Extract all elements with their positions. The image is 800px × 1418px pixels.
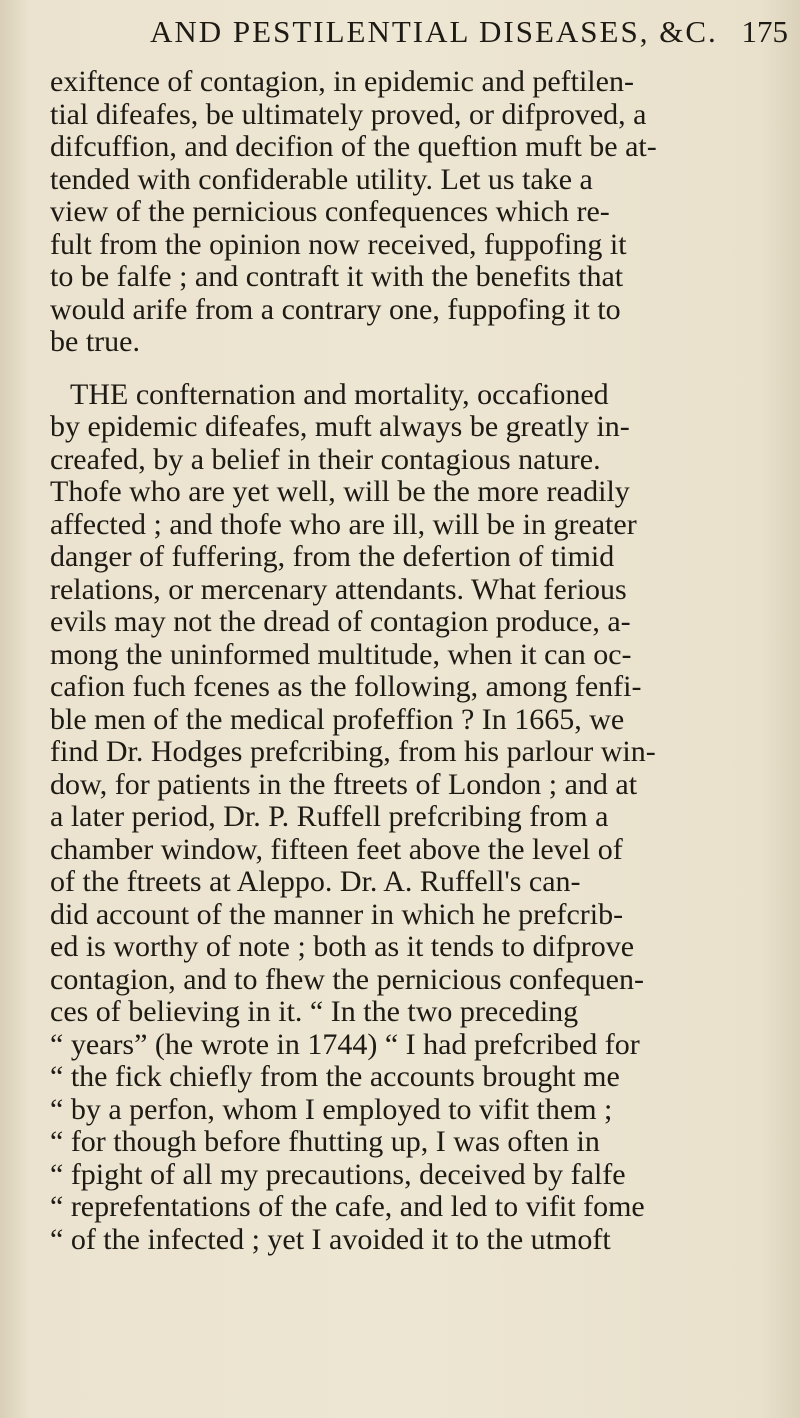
paragraph-2 [50, 379, 790, 1257]
text-line: creafed, by a belief in their contagious nature. [50, 443, 601, 476]
text-line: view of the pernicious confequences which re- [50, 196, 610, 228]
text-line: ble men of the medical profeffion ? In 1665, we [50, 703, 625, 736]
text-line: cafion fuch fcenes as the following, among fenfi- [50, 671, 642, 703]
paragraph-1 [50, 66, 790, 359]
text-line: “ years” (he wrote in 1744) “ I had prefcribed for [50, 1028, 640, 1061]
text-line: “ of the infected ; yet I avoided it to the utmoft [50, 1223, 611, 1256]
text-line: exiftence of contagion, in epidemic and peftilen- [50, 66, 634, 98]
text-line: dow, for patients in the ftreets of London ; and at [50, 768, 638, 801]
text-line: evils may not the dread of contagion produce, a- [50, 606, 631, 638]
text-line: “ the fick chiefly from the accounts brought me [50, 1061, 620, 1093]
text-line: tended with confiderable utility. Let us take a [50, 163, 593, 196]
text-line: affected ; and thofe who are ill, will be in greater [50, 508, 637, 541]
paragraph-gap [50, 359, 790, 379]
text-line: difcuffion, and decifion of the queftion muft be at- [50, 131, 657, 163]
text-line: would arife from a contrary one, fuppofing it to [50, 293, 621, 326]
text-line: fult from the opinion now received, fuppofing it [50, 228, 627, 261]
text-line: “ for though before fhutting up, I was often in [50, 1126, 600, 1158]
text-line: a later period, Dr. P. Ruffell prefcribing from a [50, 801, 609, 833]
running-head [150, 14, 790, 50]
text-line: tial difeafes, be ultimately proved, or difproved, a [50, 98, 647, 131]
text-line: “ by a perfon, whom I employed to vifit them ; [50, 1093, 613, 1126]
text-line: of the ftreets at Aleppo. Dr. A. Ruffell's can- [50, 866, 581, 898]
text-line: mong the uninformed multitude, when it can oc- [50, 638, 632, 671]
text-line: to be falfe ; and contraft it with the benefits that [50, 261, 624, 293]
text-line: did account of the manner in which he prefcrib- [50, 898, 624, 931]
text-line: relations, or mercenary attendants. What ferious [50, 573, 627, 606]
text-line: Thofe who are yet well, will be the more readily [50, 476, 630, 508]
text-line: “ fpight of all my precautions, deceived by falfe [50, 1158, 626, 1191]
text-line: chamber window, fifteen feet above the level of [50, 833, 623, 866]
text-line: ed is worthy of note ; both as it tends to difprove [50, 931, 635, 963]
text-line: danger of fuffering, from the defertion of timid [50, 541, 615, 573]
text-line: by epidemic difeafes, muft always be greatly in- [50, 411, 630, 443]
text-line: contagion, and to fhew the pernicious confequen- [50, 963, 644, 996]
text-line: ces of believing in it. “ In the two preceding [50, 996, 579, 1028]
text-line: THE confternation and mortality, occafioned [70, 378, 609, 411]
text-line: be true. [50, 326, 140, 358]
text-line: find Dr. Hodges prefcribing, from his parlour win- [50, 736, 656, 768]
page-number: 175 [741, 14, 788, 49]
body-text [50, 66, 790, 1256]
running-head-text: AND PESTILENTIAL DISEASES, &C. [150, 14, 718, 49]
text-line: “ reprefentations of the cafe, and led to vifit fome [50, 1191, 645, 1223]
